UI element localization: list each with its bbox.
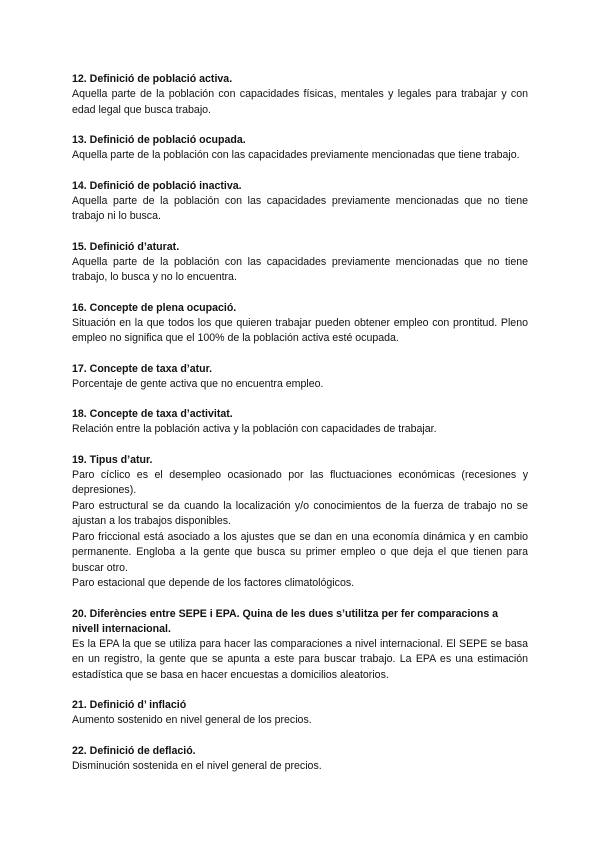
section-heading: 18. Concepte de taxa d’activitat. (72, 408, 233, 420)
section-17 (72, 362, 528, 393)
section-heading: 21. Definició d’ inflació (72, 699, 187, 711)
section-14 (72, 179, 528, 225)
section-18 (72, 407, 528, 438)
document-page (72, 72, 528, 789)
section-12 (72, 72, 528, 118)
section-paragraph: Relación entre la población activa y la población con capacidades de trabajar. (72, 423, 437, 435)
section-13 (72, 133, 528, 164)
section-20 (72, 607, 528, 684)
section-heading: 16. Concepte de plena ocupació. (72, 301, 237, 314)
section-16 (72, 301, 528, 347)
section-21 (72, 698, 528, 729)
section-paragraph: Paro cíclico es el desempleo ocasionado por las fluctuaciones económicas (recesiones y depresiones). (72, 468, 528, 496)
section-paragraph: Es la EPA la que se utiliza para hacer las comparaciones a nivel internacional. El SEPE se basa en un registro, la gente que se apunta a este para buscar trabajo. La EPA es una estimación estadística que se basa en hacer encuestas a domicilios aleatorios. (72, 637, 528, 681)
section-heading: 17. Concepte de taxa d’atur. (72, 362, 213, 375)
section-heading: 15. Definició d’aturat. (72, 240, 180, 253)
section-paragraph: Aquella parte de la población con las capacidades previamente mencionadas que tiene trabajo. (72, 149, 520, 161)
section-heading: 22. Definició de deflació. (72, 744, 196, 757)
section-heading: 19. Tipus d’atur. (72, 453, 153, 466)
section-15 (72, 240, 528, 286)
section-heading: 13. Definició de població ocupada. (72, 134, 246, 146)
section-22 (72, 744, 528, 775)
section-heading: 12. Definició de població activa. (72, 73, 233, 85)
section-paragraph: Porcentaje de gente activa que no encuentra empleo. (72, 377, 324, 390)
section-paragraph: Aumento sostenido en nivel general de los precios. (72, 714, 312, 726)
section-paragraph: Aquella parte de la población con las capacidades previamente mencionadas que no tiene trabajo ni lo busca. (72, 194, 528, 222)
section-paragraph: Paro friccional está asociado a los ajustes que se dan en una economía dinámica y en cambio permanente. Engloba a la gente que busca su primer empleo o que deja el que tienen para buscar otro. (72, 530, 528, 574)
section-paragraph: Disminución sostenida en el nivel general de precios. (72, 759, 322, 772)
section-paragraph: Paro estructural se da cuando la localización y/o conocimientos de la fuerza de trabajo no se ajustan a los trabajos disponibles. (72, 499, 528, 527)
section-paragraph: Aquella parte de la población con capacidades físicas, mentales y legales para trabajar y con edad legal que busca trabajo. (72, 88, 528, 116)
section-paragraph: Situación en la que todos los que quieren trabajar pueden obtener empleo con prontitud. Pleno empleo no significa que el 100% de la población activa esté ocupada. (72, 316, 528, 344)
section-heading: 20. Diferències entre SEPE i EPA. Quina de les dues s’utilitza per fer comparacions a nivell internacional. (72, 607, 499, 635)
section-heading: 14. Definició de població inactiva. (72, 179, 242, 192)
section-paragraph: Aquella parte de la población con las capacidades previamente mencionadas que no tiene trabajo, lo busca y no lo encuentra. (72, 255, 528, 283)
section-19 (72, 453, 528, 592)
section-paragraph: Paro estacional que depende de los factores climatológicos. (72, 577, 355, 589)
